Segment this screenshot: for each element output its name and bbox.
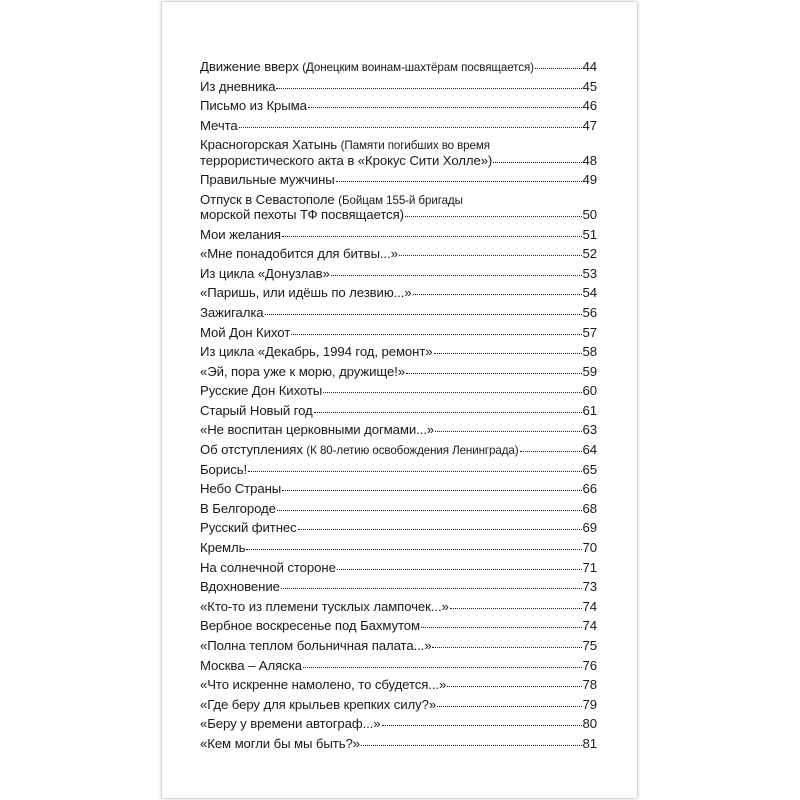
toc-entry-page-number: 70: [582, 540, 597, 556]
dot-leader: [336, 181, 582, 182]
dot-leader: [276, 88, 581, 89]
dot-leader: [399, 255, 582, 256]
toc-entry: [200, 716, 597, 736]
toc-entry: [200, 422, 597, 442]
toc-entry: [200, 227, 597, 247]
toc-entry-title: «Мне понадобится для битвы...»: [200, 246, 398, 262]
toc-entry-title: Об отступлениях: [200, 442, 303, 458]
toc-entry: [200, 560, 597, 580]
toc-entry-page-number: 56: [582, 304, 597, 320]
dot-leader: [282, 490, 581, 491]
toc-entry: [200, 658, 597, 678]
toc-entry: [200, 462, 597, 482]
toc-entry: [200, 618, 597, 638]
dot-leader: [493, 162, 581, 163]
dot-leader: [314, 412, 582, 413]
toc-entry: [200, 638, 597, 658]
toc-entry-title-line: [200, 677, 446, 692]
toc-entry-page-number: 57: [582, 324, 597, 340]
toc-entry: [200, 246, 597, 266]
dot-leader: [323, 392, 581, 393]
toc-entry-title-line: [200, 137, 490, 152]
dot-leader: [265, 314, 582, 315]
toc-entry-page-number: 78: [582, 677, 597, 693]
dot-leader: [434, 353, 582, 354]
toc-entry-title-line: [200, 658, 302, 673]
toc-entry-subtitle: (Донецким воинам-шахтёрам посвящается): [302, 61, 534, 74]
toc-entry-title-line: [200, 118, 238, 133]
toc-entry-title-line: [200, 716, 381, 731]
toc-entry-title: Русский фитнес: [200, 520, 297, 536]
toc-entry-page-number: 69: [582, 520, 597, 536]
toc-entry-title: Из цикла «Декабрь, 1994 год, ремонт»: [200, 344, 433, 360]
toc-entry-page-number: 50: [582, 206, 597, 222]
toc-entry-page-number: 64: [582, 442, 597, 458]
toc-entry-page-number: 65: [582, 461, 597, 477]
dot-leader: [382, 725, 582, 726]
toc-entry-page-number: 60: [582, 383, 597, 399]
dot-leader: [291, 334, 581, 335]
toc-entry-title-line: [200, 305, 264, 320]
toc-entry: [200, 98, 597, 118]
toc-entry-title-line: [200, 599, 449, 614]
toc-entry-title-line: [200, 501, 276, 516]
toc-entry-title-line: [200, 98, 307, 113]
toc-entry-title: Мечта: [200, 117, 238, 133]
toc-entry-title: «Полна теплом больничная палата...»: [200, 638, 432, 653]
dot-leader: [248, 471, 581, 472]
dot-leader: [520, 451, 582, 452]
toc-entry-title: Кремль: [200, 540, 246, 556]
toc-entry-page-number: 66: [582, 481, 597, 497]
toc-entry-title: Движение вверх: [200, 59, 299, 74]
toc-entry: [200, 137, 597, 172]
toc-entry: [200, 403, 597, 423]
toc-entry-title-line: [200, 520, 297, 535]
table-of-contents: [200, 59, 597, 756]
toc-entry: [200, 520, 597, 540]
toc-entry: [200, 364, 597, 384]
toc-entry-title-line: [200, 462, 247, 477]
dot-leader: [239, 127, 582, 128]
toc-entry: [200, 172, 597, 192]
toc-entry-title: «Эй, пора уже к морю, дружище!»: [200, 363, 406, 379]
toc-entry: [200, 118, 597, 138]
toc-entry-title: Правильные мужчины: [200, 172, 335, 188]
toc-entry-title: В Белгороде: [200, 500, 276, 516]
toc-entry-page-number: 59: [582, 363, 597, 379]
dot-leader: [413, 294, 582, 295]
toc-entry-page-number: 80: [582, 716, 597, 732]
toc-entry-title-line: [200, 227, 281, 242]
toc-entry-page-number: 74: [582, 618, 597, 634]
dot-leader: [246, 549, 581, 550]
dot-leader: [450, 608, 582, 609]
toc-entry-subtitle: (Бойцам 155-й бригады: [338, 193, 463, 207]
toc-entry-title: Москва – Аляска: [200, 657, 302, 673]
toc-entry-title-line: [200, 442, 519, 457]
toc-entry-title-line: [200, 579, 280, 594]
toc-entry-page-number: 49: [582, 172, 597, 188]
toc-entry-page-number: 81: [582, 735, 597, 751]
toc-entry-subtitle-cont: террористического акта в «Крокус Сити Холле»): [200, 152, 493, 168]
toc-entry-page-number: 51: [582, 226, 597, 242]
toc-entry-page-number: 71: [582, 559, 597, 575]
toc-entry: [200, 305, 597, 325]
toc-entry-title-line: [200, 266, 330, 281]
toc-entry-title-line: [200, 403, 313, 418]
toc-entry: [200, 481, 597, 501]
toc-entry-page-number: 45: [582, 78, 597, 94]
toc-entry: [200, 501, 597, 521]
toc-entry: [200, 442, 597, 462]
toc-entry-title: Из дневника: [200, 78, 276, 94]
toc-entry-title: «Кем могли бы мы быть?»: [200, 735, 360, 751]
toc-entry: [200, 79, 597, 99]
toc-entry: [200, 697, 597, 717]
toc-entry-subtitle: (Памяти погибших во время: [340, 139, 490, 153]
toc-entry: [200, 192, 597, 227]
dot-leader: [437, 706, 581, 707]
toc-entry-page-number: 61: [582, 402, 597, 418]
dot-leader: [406, 373, 582, 374]
dot-leader: [421, 627, 582, 628]
dot-leader: [405, 216, 582, 217]
toc-entry-page-number: 54: [582, 285, 597, 301]
toc-entry-page-number: 53: [582, 265, 597, 281]
toc-entry: [200, 677, 597, 697]
toc-entry-title: «Беру у времени автограф...»: [200, 716, 381, 732]
toc-entry-title: «Что искренне намолено, то сбудется...»: [200, 677, 447, 693]
dot-leader: [282, 236, 582, 237]
dot-leader: [331, 275, 582, 276]
toc-entry-title-line: [200, 736, 360, 751]
toc-entry-title-line: [200, 364, 405, 379]
toc-entry: [200, 599, 597, 619]
toc-entry-title-line: [200, 697, 436, 712]
toc-entry: [200, 540, 597, 560]
toc-entry-title: Красногорская Хатынь: [200, 137, 338, 153]
toc-entry-page-number: 46: [582, 98, 597, 114]
toc-entry-title: Вербное воскресенье под Бахмутом: [200, 618, 420, 634]
dot-leader: [277, 510, 582, 511]
toc-entry-title: «Кто-то из племени тусклых лампочек...»: [200, 598, 449, 614]
toc-entry-page-number: 58: [582, 344, 597, 360]
toc-entry: [200, 579, 597, 599]
toc-entry-page-number: 47: [582, 117, 597, 133]
toc-entry-title-line: [200, 325, 290, 340]
toc-entry-title-line: [200, 383, 322, 398]
toc-entry-page-number: 63: [582, 422, 597, 438]
toc-entry-title-line: [200, 638, 431, 653]
toc-entry: [200, 736, 597, 756]
toc-entry-title: «Не воспитан церковными догмами...»: [200, 422, 435, 438]
toc-entry: [200, 383, 597, 403]
toc-entry-page-number: 79: [582, 696, 597, 712]
toc-entry-title-line: [200, 618, 420, 633]
toc-entry-title-line: [200, 481, 281, 496]
toc-entry-title-line: [200, 79, 275, 94]
toc-entry-page-number: 68: [582, 500, 597, 516]
toc-entry-page-number: 52: [582, 246, 597, 262]
toc-entry-title: На солнечной стороне: [200, 559, 336, 575]
dot-leader: [337, 569, 582, 570]
dot-leader: [535, 68, 582, 69]
toc-entry-title-line: [200, 540, 245, 555]
toc-entry: [200, 325, 597, 345]
toc-entry-title: Русские Дон Кихоты: [200, 383, 323, 399]
toc-entry-subtitle: (К 80-летию освобождения Ленинграда): [306, 444, 519, 458]
toc-entry-page-number: 48: [582, 152, 597, 168]
toc-entry-title: Небо Страны: [200, 481, 282, 497]
dot-leader: [281, 588, 582, 589]
toc-entry: [200, 59, 597, 79]
toc-entry-title: Старый Новый год: [200, 402, 313, 418]
toc-entry-title-line: [200, 285, 412, 300]
toc-entry-title: Письмо из Крыма: [200, 98, 307, 114]
toc-entry-page-number: 76: [582, 657, 597, 673]
toc-entry-title-line: [200, 246, 398, 261]
toc-entry-page-number: 74: [582, 598, 597, 614]
toc-entry-title-line: [200, 192, 463, 207]
toc-entry-title: Мой Дон Кихот: [200, 324, 291, 340]
toc-entry: [200, 266, 597, 286]
dot-leader: [298, 529, 582, 530]
toc-entry-page-number: 73: [582, 579, 597, 595]
toc-entry-subtitle-cont: морской пехоты ТФ посвящается): [200, 206, 404, 222]
toc-entry-title-line: [200, 344, 433, 359]
dot-leader: [447, 686, 581, 687]
toc-entry-title-line: [200, 172, 335, 187]
dot-leader: [361, 745, 582, 746]
toc-entry-title: «Где беру для крыльев крепких силу?»: [200, 696, 437, 712]
toc-entry-page-number: 75: [582, 638, 597, 653]
toc-entry-title: Из цикла «Донузлав»: [200, 265, 330, 281]
toc-entry-title: Отпуск в Севастополе: [200, 191, 335, 207]
toc-entry-title: Мои желания: [200, 226, 281, 242]
dot-leader: [303, 667, 582, 668]
dot-leader: [435, 431, 582, 432]
toc-entry-title: Зажигалка: [200, 304, 264, 320]
dot-leader: [432, 647, 581, 648]
toc-entry: [200, 285, 597, 305]
toc-entry-page-number: 44: [582, 59, 597, 74]
toc-entry-title-line: [200, 59, 534, 74]
toc-entry-title-line: [200, 560, 336, 575]
toc-entry-title: «Паришь, или идёшь по лезвию...»: [200, 285, 412, 301]
dot-leader: [308, 107, 582, 108]
toc-entry-title: Борись!: [200, 461, 248, 477]
toc-entry-title-line: [200, 422, 434, 437]
toc-entry: [200, 344, 597, 364]
toc-entry-title: Вдохновение: [200, 579, 280, 595]
